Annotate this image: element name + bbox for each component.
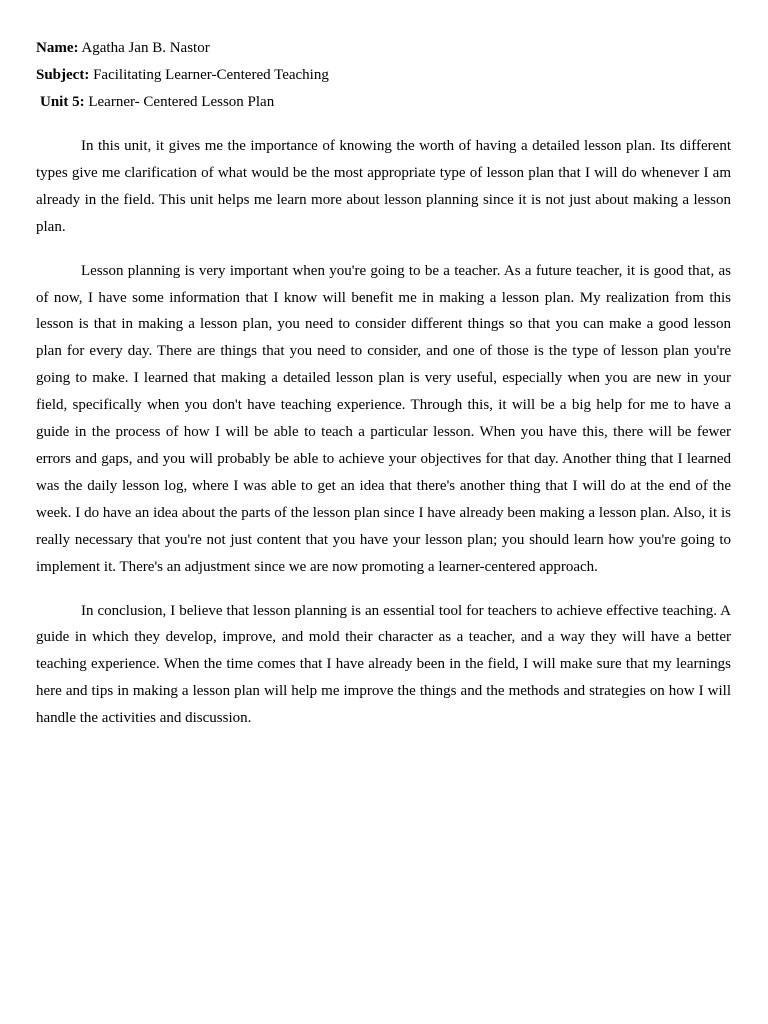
name-line	[36, 35, 731, 62]
subject-label: Subject:	[36, 67, 90, 83]
document-body	[36, 133, 731, 732]
subject-value: Facilitating Learner-Centered Teaching	[89, 67, 329, 83]
document-header	[36, 35, 731, 116]
paragraph-conclusion: In conclusion, I believe that lesson planning is an essential tool for teachers to achieve effective teaching. A guide in which they develop, improve, and mold their character as a teacher, and a way they will have a better teaching experience. When the time comes that I have already been in the field, I will make sure that my learnings here and tips in making a lesson plan will help me improve the things and the methods and strategies on how I will handle the activities and discussion.	[36, 602, 731, 727]
subject-line	[36, 62, 731, 89]
unit-line	[36, 89, 731, 116]
name-label: Name:	[36, 40, 79, 56]
unit-label: Unit 5:	[40, 94, 85, 110]
unit-value: Learner- Centered Lesson Plan	[84, 94, 275, 110]
paragraph-intro: In this unit, it gives me the importance of knowing the worth of having a detailed lesson plan. Its different types give me clarification of what would be the most appropriate type of lesson plan that I will do whenever I am already in the field. This unit helps me learn more about lesson planning since it is not just about making a lesson plan.	[36, 138, 731, 235]
name-value: Agatha Jan B. Nastor	[78, 40, 210, 56]
paragraph-reflection: Lesson planning is very important when you're going to be a teacher. As a future teacher, it is good that, as of now, I have some information that I know will benefit me in making a lesson plan. My realization from this lesson is that in making a lesson plan, you need to consider different things so that you can make a good lesson plan for every day. There are things that you need to consider, and one of those is the type of lesson plan you're going to make. I learned that making a detailed lesson plan is very useful, especially when you are new in your field, specifically when you don't have teaching experience. Through this, it will be a big help for me to have a guide in the process of how I will be able to teach a particular lesson. When you have this, there will be fewer errors and gaps, and you will probably be able to achieve your objectives for that day. Another thing that I learned was the daily lesson log, where I was able to get an idea that there's another thing that I will do at the end of the week. I do have an idea about the parts of the lesson plan since I have already been making a lesson plan. Also, it is really necessary that you're not just content that you have your lesson plan; you should learn how you're going to implement it. There's an adjustment since we are now promoting a learner-centered approach.	[36, 262, 731, 575]
